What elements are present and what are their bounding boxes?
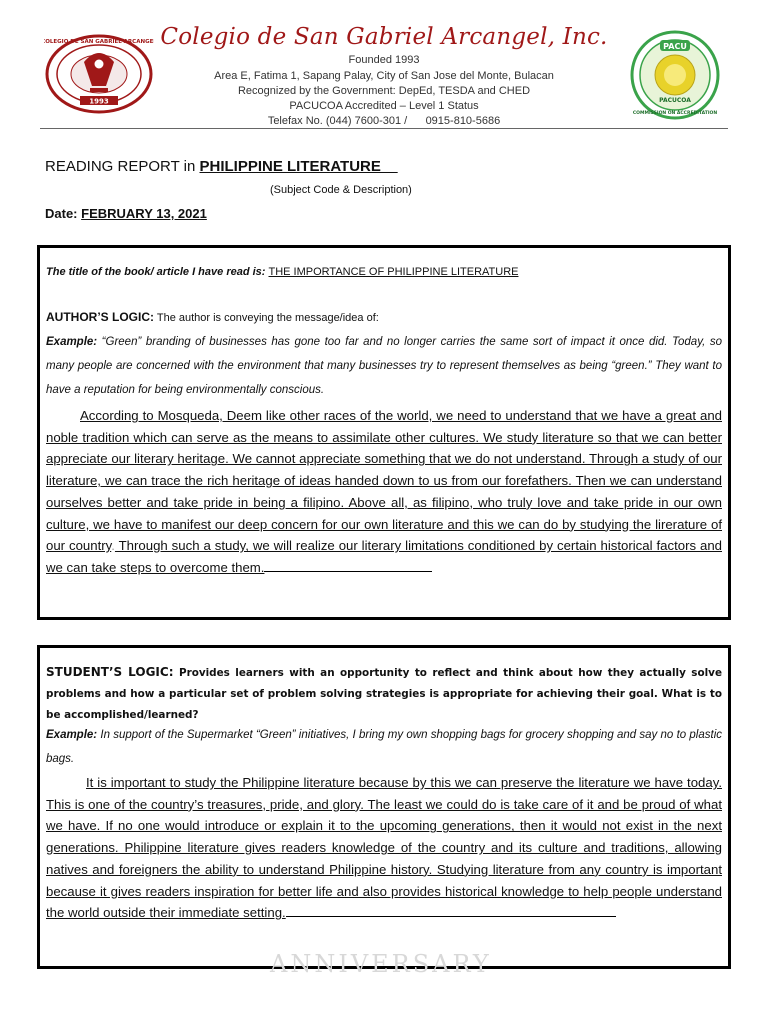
address-line: Area E, Fatima 1, Sapang Palay, City of San Jose del Monte, Bulacan <box>214 70 554 82</box>
seal-text: COLEGIO DE SAN GABRIEL ARCANGEL <box>44 39 154 45</box>
author-logic-box <box>37 245 731 620</box>
anniversary-watermark: ANNIVERSARY <box>270 950 492 978</box>
student-example <box>46 723 722 771</box>
author-answer <box>46 405 722 579</box>
accredited-line: PACUCOA Accredited – Level 1 Status <box>289 100 479 112</box>
student-fill-line <box>286 904 616 917</box>
telefax-line: Telefax No. (044) 7600-301 / 0915-810-5686 <box>267 115 501 127</box>
student-logic-label: STUDENT’S LOGIC: <box>46 665 174 679</box>
author-answer-p2-end: . <box>111 538 115 554</box>
student-answer-text: It is important to study the Philippine literature because by this we can preserve the literature we have today. This is one of the country’s treasures, pride, and glory. The least we could do is take care of it and be proud of what we have. If no one would introduce or explain it to the upcoming generations, then it would not exist in the next generations. Philippine literature gives readers knowledge of the country and its culture and traditions, allowing natives and foreigners the ability to understand Philippine history. Studying literature from any country is important because it gives readers inspiration for better life and also provides historical knowledge to help people understand the world outside their immediate setting. <box>46 775 722 921</box>
seal-year: 1993 <box>89 97 109 106</box>
author-example <box>46 330 722 402</box>
subject-note: (Subject Code & Description) <box>270 184 412 196</box>
author-answer-p2: Above all, as filipino, who truly love and take pride in our own culture, we have to manifest our deep concern for our own literature and this we can do by studying the lirerature of our country <box>46 494 722 554</box>
report-title <box>45 158 398 175</box>
report-subject: PHILIPPINE LITERATURE__ <box>199 158 398 175</box>
report-date <box>45 206 207 221</box>
student-example-text: In support of the Supermarket “Green” initiatives, I bring my own shopping bags for grocery shopping and say no to plastic bags. <box>46 729 722 765</box>
pacucoa-text: PACUCOA <box>659 97 691 104</box>
header-divider <box>40 128 728 129</box>
book-title-label: The title of the book/ article I have read is: <box>46 266 269 278</box>
author-example-text: “Green” branding of businesses has gone too far and no longer carries the same sort of impact it once did. Today, so many people are concerned with the environment that many businesses try to represent themselves as being “green.” They want to have a reputation for being environmentally conscious. <box>46 336 722 396</box>
pacucoa-ring-text: COMMISSION ON ACCREDITATION <box>632 111 718 116</box>
date-label: Date: <box>45 206 82 221</box>
author-answer-p1: According to Mosqueda, Deem like other races of the world, we need to understand that we have a great and noble tradition which can serve as the means to assimilate other cultures. We study literature so that we can better appreciate our literary heritage. We cannot appreciate something that we do not understand. Through a study of our literature, we can trace the rich heritage of ideas handed down to us from our forefathers. Then we can understand ourselves better and take pride in being a filipino. <box>46 408 722 510</box>
answer-fill-line <box>264 559 432 572</box>
author-example-label: Example: <box>46 336 98 348</box>
report-title-prefix: READING REPORT in <box>45 158 200 175</box>
author-logic-label: AUTHOR’S LOGIC: <box>46 310 154 324</box>
date-value: FEBRUARY 13, 2021 <box>81 206 207 221</box>
student-logic-text: Provides learners with an opportunity to reflect and think about how they actually solve problems and how a particular set of problem solving strategies is appropriate for achieving their goal. What is to be accomplished/learned? <box>46 667 723 721</box>
book-title-value: THE IMPORTANCE OF PHILIPPINE LITERATURE <box>268 266 519 278</box>
student-answer <box>46 772 722 924</box>
author-logic-prompt: The author is conveying the message/idea of: <box>154 312 379 324</box>
student-example-label: Example: <box>46 729 98 741</box>
school-name: Colegio de San Gabriel Arcangel, Inc. <box>160 24 608 50</box>
recognized-line: Recognized by the Government: DepEd, TESDA and CHED <box>237 85 531 97</box>
pacu-text: PACU <box>663 42 687 51</box>
author-answer-p3: Through such a study, we will realize our literary limitations conditioned by certain historical factors and we can take steps to overcome them. <box>46 538 722 575</box>
student-logic-prompt <box>46 662 722 726</box>
student-logic-box <box>37 645 731 969</box>
founded-line: Founded 1993 <box>348 54 420 66</box>
